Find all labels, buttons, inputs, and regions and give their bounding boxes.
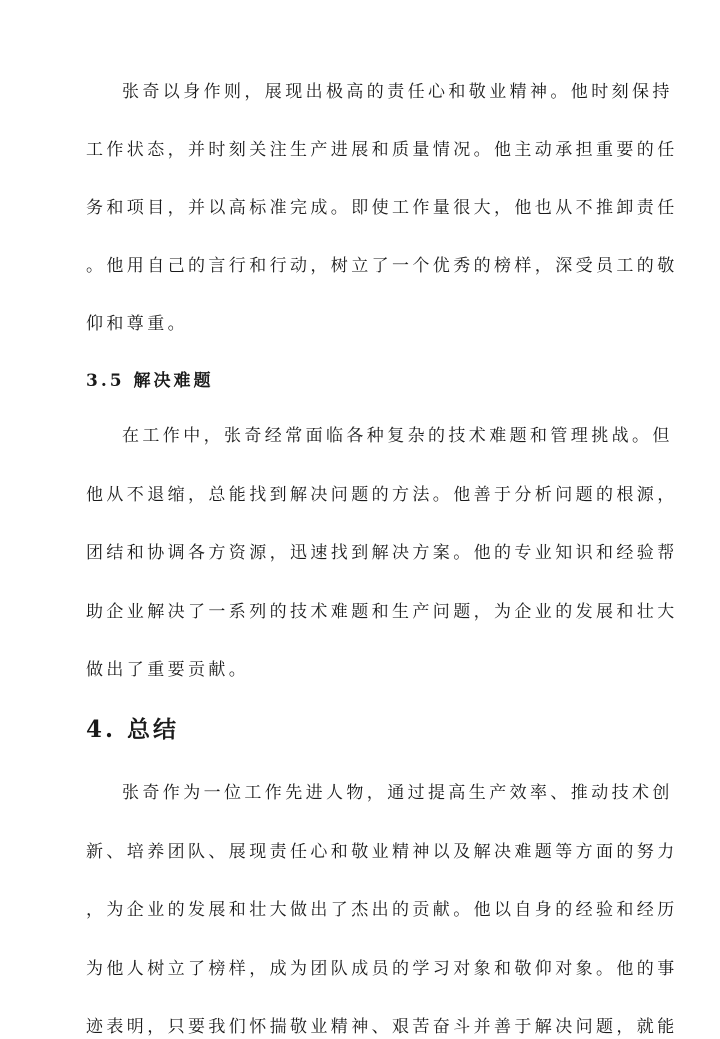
paragraph-line: 仰和尊重。 (86, 314, 188, 334)
paragraph-line: 新、培养团队、展现责任心和敬业精神以及解决难题等方面的努力 (86, 841, 678, 862)
paragraph-leadership (86, 80, 678, 336)
paragraph-line: 张奇作为一位工作先进人物，通过提高生产效率、推动技术创 (122, 783, 673, 803)
paragraph-line: 助企业解决了一系列的技术难题和生产问题，为企业的发展和壮大 (86, 601, 678, 622)
section-heading-3-5: 3.5 解决难题 (86, 371, 214, 391)
paragraph-line: ，为企业的发展和壮大做出了杰出的贡献。他以自身的经验和经历 (86, 900, 678, 920)
paragraph-line: 团结和协调各方资源，迅速找到解决方案。他的专业知识和经验帮 (86, 543, 678, 563)
paragraph-line: 做出了重要贡献。 (86, 660, 250, 680)
paragraph-problem-solving (86, 424, 678, 682)
paragraph-line: 为他人树立了榜样，成为团队成员的学习对象和敬仰对象。他的事 (86, 958, 678, 979)
paragraph-summary (86, 781, 678, 1039)
paragraph-line: 务和项目，并以高标准完成。即使工作量很大，他也从不推卸责任 (86, 198, 678, 218)
paragraph-line: 工作状态，并时刻关注生产进展和质量情况。他主动承担重要的任 (86, 140, 678, 160)
section-heading-4: 4. 总结 (86, 716, 180, 743)
paragraph-line: 迹表明，只要我们怀揣敬业精神、艰苦奋斗并善于解决问题，就能 (86, 1017, 678, 1037)
paragraph-line: 他从不退缩，总能找到解决问题的方法。他善于分析问题的根源， (86, 484, 678, 505)
paragraph-line: 。他用自己的言行和行动，树立了一个优秀的榜样，深受员工的敬 (86, 256, 678, 276)
paragraph-line: 张奇以身作则，展现出极高的责任心和敬业精神。他时刻保持 (122, 82, 673, 102)
paragraph-line: 在工作中，张奇经常面临各种复杂的技术难题和管理挑战。但 (122, 426, 673, 446)
